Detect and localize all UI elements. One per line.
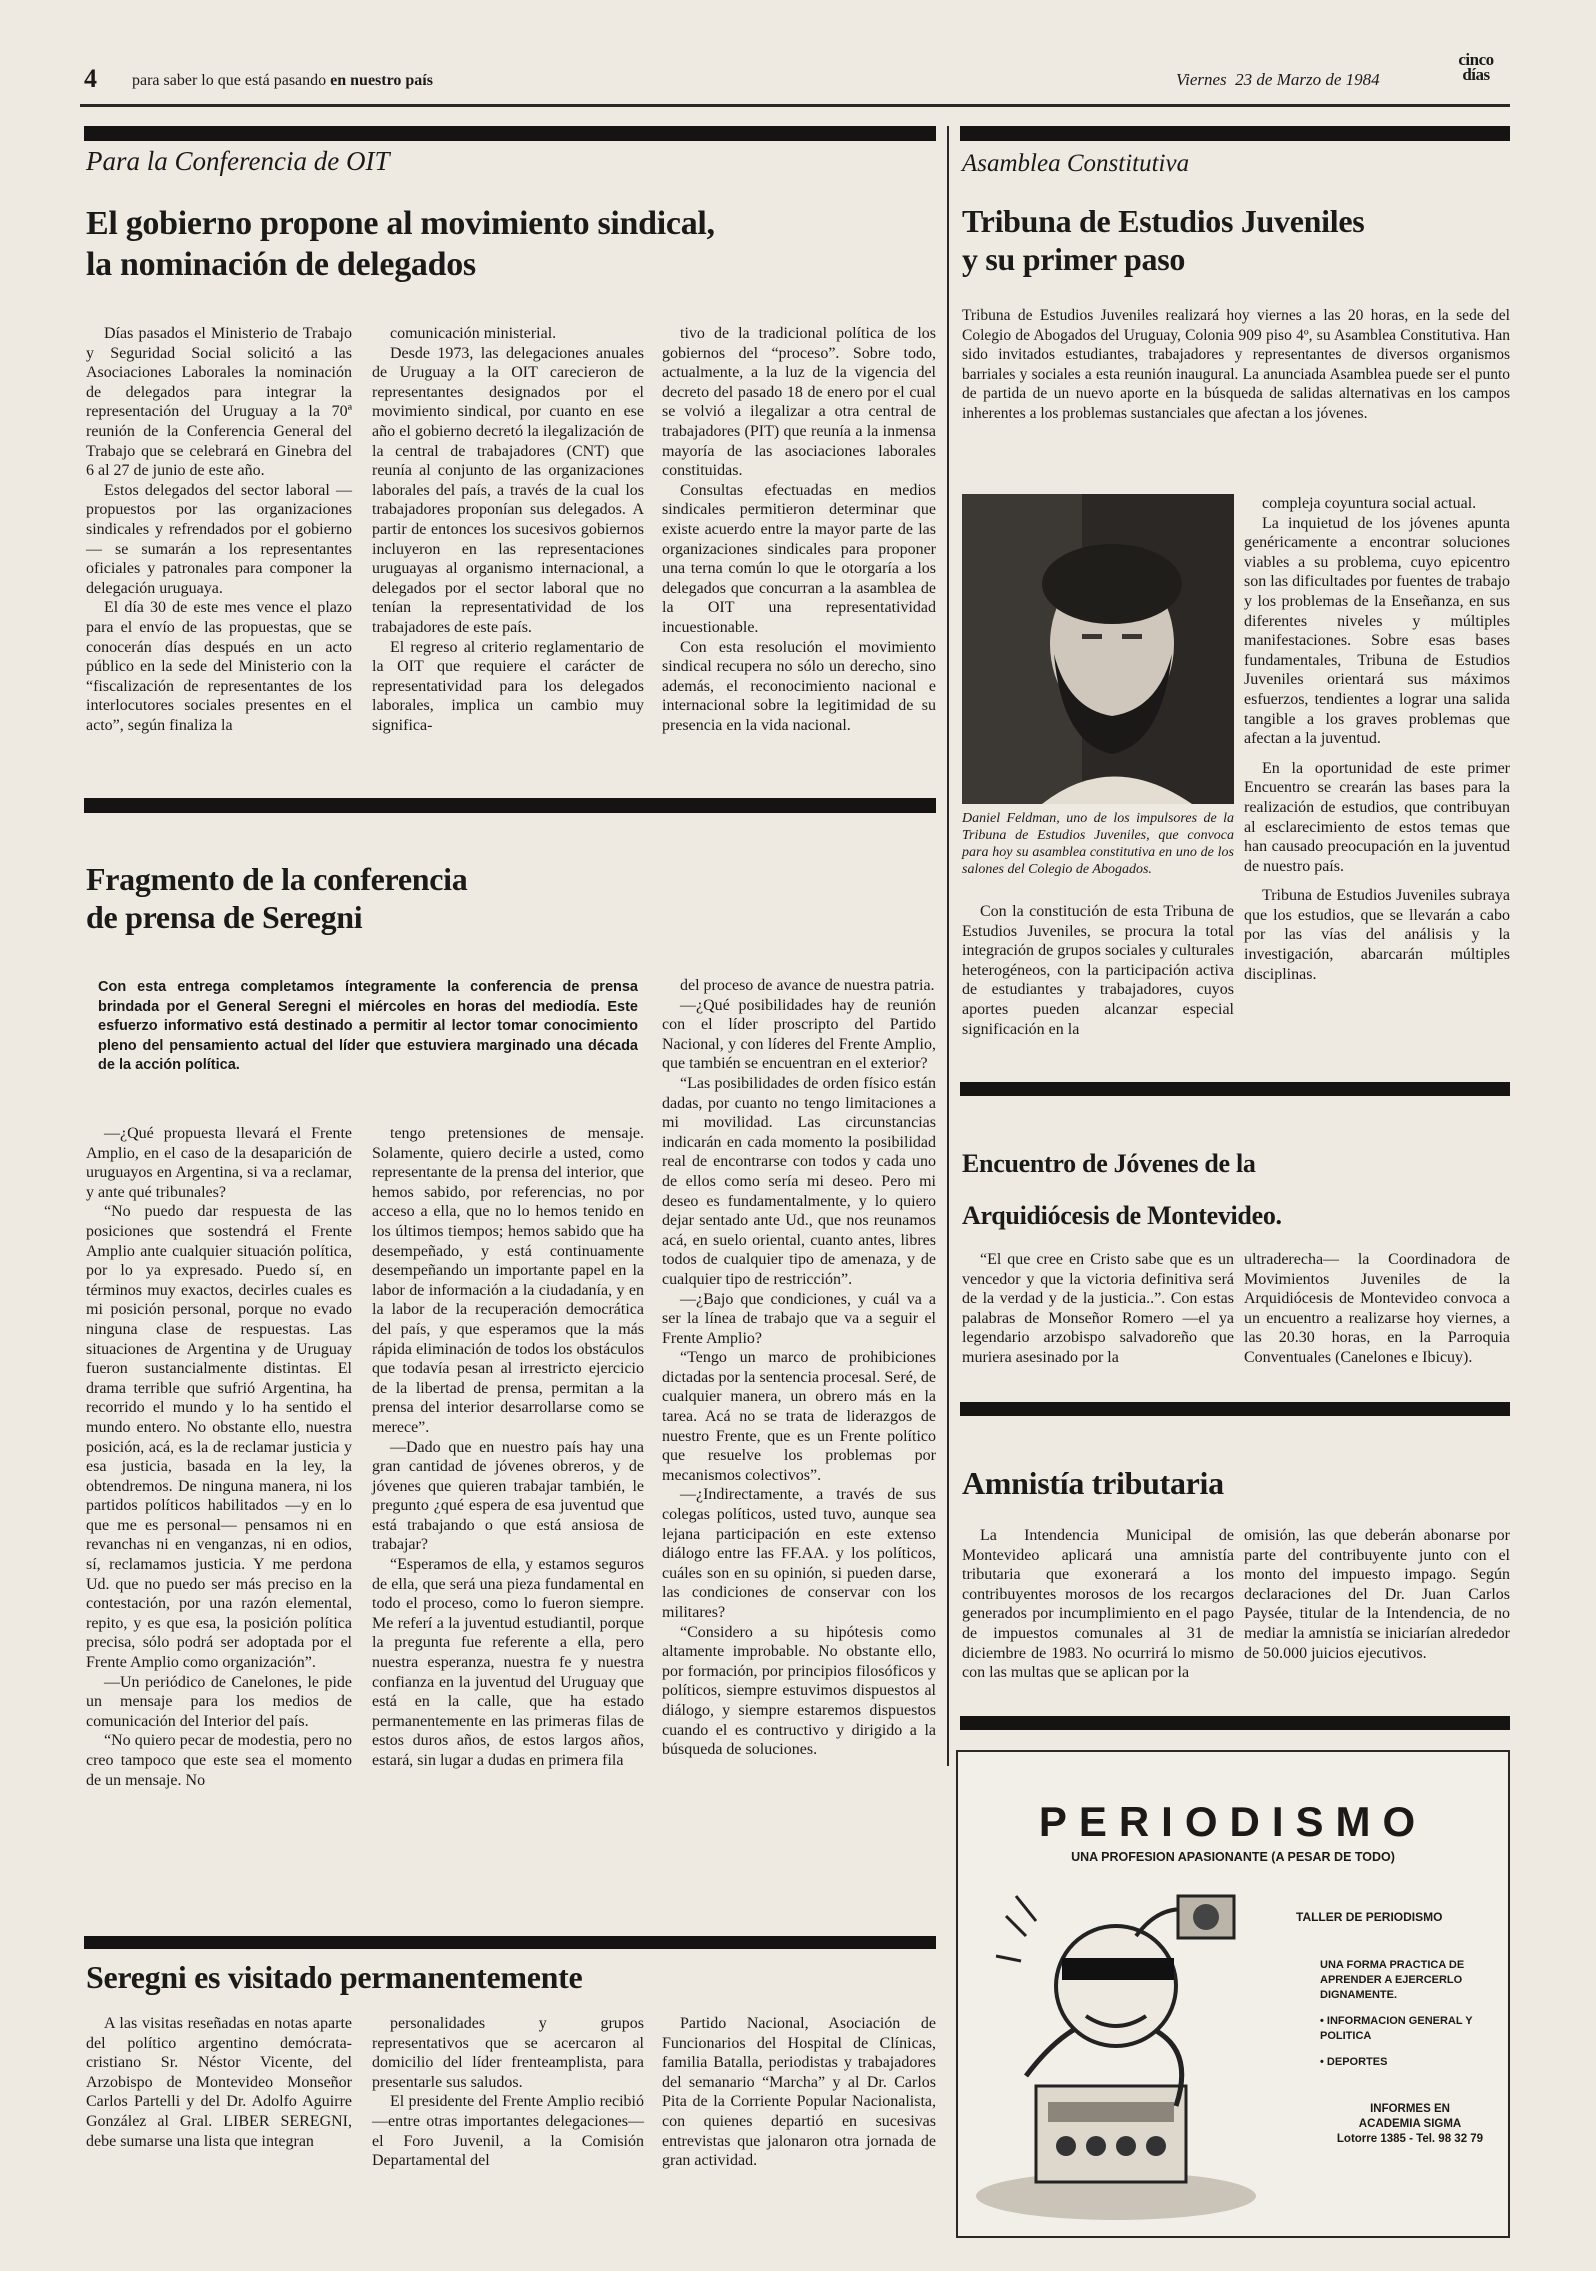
tagline-bold: en nuestro país [330, 72, 433, 89]
tribuna-kicker: Asamblea Constitutiva [962, 150, 1190, 177]
encuentro-headline-line-1: Encuentro de Jóvenes de la [962, 1149, 1256, 1178]
oit-column-2 [372, 324, 644, 735]
encuentro-column-1 [962, 1250, 1234, 1368]
oit-c1-p1: Días pasados el Ministerio de Trabajo y Seguridad Social solicitó a las Asociaciones Laborales la nominación de delegados para integrar la representación del Uruguay a la 70ª reunión de la Conferencia General del Trabajo que se celebrará en Ginebra del 6 al 27 de junio de este año. [86, 325, 352, 480]
masthead-rule [80, 104, 1510, 107]
ad-contact-1: INFORMES EN [1370, 2103, 1450, 2115]
ad-title: PERIODISMO [1038, 1798, 1428, 1845]
amnistia-column-2 [1244, 1526, 1510, 1663]
oit-column-3 [662, 324, 936, 735]
ad-bullet-2-text: DEPORTES [1326, 2056, 1388, 2068]
encuentro-c1-p1: “El que cree en Cristo sabe que es un vencedor y que la victoria definitiva será de la verdad y de la justicia..”. Con estas palabras de Monseñor Romero —el ya legendario arzobispo salvadoreño que muriera asesinado por la [962, 1251, 1234, 1366]
encuentro-bottom-bar [960, 1402, 1510, 1416]
portrait-photo-icon [962, 494, 1234, 804]
visitado-c2-p2: El presidente del Frente Amplio recibió —entre otras importantes delegaciones— el Foro Juvenil, a la Comisión Departamental del [372, 2093, 644, 2170]
seregni-c3-p7: “Considero a su hipótesis como altamente improbable. No obstante ello, por formación, por principios filosóficos y políticos, siempre estuvimos dispuestos al diálogo, y siempre estaremos dispuestos cuando el es contructivo y dirigido a la búsqueda de soluciones. [662, 1623, 936, 1759]
tribuna-right-p2: La inquietud de los jóvenes apunta genéricamente a encontrar soluciones viables a su problema, cuyo epicentro son las dificultades por fuentes de trabajo y los problemas de la Enseñanza, en sus diferentes niveles y múltiples manifestaciones. Sobre esas bases fundamentales, Tribuna de Estudios Juveniles orientará sus máximos esfuerzos, tendientes a lograr una salida tangible a los graves problemas que afectan a la juventud. [1244, 514, 1510, 748]
seregni-c2-p1: tengo pretensiones de mensaje. Solamente, quiero decirle a usted, como representante de la prensa del interior, que hemos sabido, por referencias, no por acceso a ella, que no lo hemos tenido en los últimos tiempos; hemos sabido que ha desempeñado, y está continuamente desempeñando un importante papel en la labor de información a la ciudadanía, y en la labor de la recuperación democrática del país, y que esperamos que la más rápida eliminación de todos los obstáculos que todavía pesan al irrestricto ejercicio de la libertad de prensa, permitan a la prensa del interior desarrollarse como se merece”. [372, 1125, 644, 1436]
seregni-c2-p3: “Esperamos de ella, y estamos seguros de ella, que será una pieza fundamental en todo el proceso, como lo fueron siempre. Me referí a la juventud estudiantil, porque la pregunta fue referente a ella, pero nuestra esperanza, nuestra fe y nuestra confianza en la juventud del Uruguay que está en la calle, que ha estado permanentemente en las primeras filas de estos duros años, de estos largos años, estará, sin lugar a dudas en primera fila [372, 1556, 644, 1769]
tribuna-headline-line-2: y su primer paso [962, 241, 1186, 278]
seregni-column-1 [86, 1124, 352, 1790]
visitado-headline: Seregni es visitado permanentemente [86, 1959, 583, 1995]
ad-subtitle: UNA PROFESION APASIONANTE (A PESAR DE TODO) [1071, 1850, 1395, 1864]
oit-headline-line-2: la nominación de delegados [86, 245, 476, 283]
periodismo-ad [956, 1750, 1510, 2238]
visitado-column-3 [662, 2014, 936, 2171]
seregni-c3-p2: —¿Qué posibilidades hay de reunión con el líder proscripto del Partido Nacional, y con líderes del Frente Amplio, que también se encuentran en el exterior? [662, 996, 936, 1073]
encuentro-headline-line-2: Arquidiócesis de Montevideo. [962, 1201, 1282, 1230]
visitado-c1-p1: A las visitas reseñadas en notas aparte del político argentino demócrata-cristiano Sr. Néstor Vicente, del Arzobispo de Montevideo Monseñor Carlos Partelli y del Dr. Adolfo Aguirre González al Gral. LIBER SEREGNI, debe sumarse una lista que integran [86, 2015, 352, 2150]
oit-c2-p1: comunicación ministerial. [390, 325, 557, 342]
seregni-c1-p3: —Un periódico de Canelones, le pide un mensaje para los medios de comunicación del Interior del país. [86, 1673, 352, 1730]
oit-headline-line-1: El gobierno propone al movimiento sindical, [86, 205, 715, 242]
seregni-c3-p4: —¿Bajo que condiciones, y cuál va a ser la línea de trabajo que va a seguir el Frente Amplio? [662, 1290, 936, 1347]
seregni-c2-p2: —Dado que en nuestro país hay una gran cantidad de jóvenes obreros, y de jóvenes que quieren trabajar también, le pregunto ¿qué espera de esa juventud que está trabajando o que está ansiosa de trabajar? [372, 1438, 644, 1554]
oit-c2-p2: Desde 1973, las delegaciones anuales de Uruguay a la OIT carecieron de representantes designados por el movimiento sindical, por cuanto en ese año el gobierno decretó la ilegalización de la central de trabajadores (CNT) que reunía al conjunto de las organizaciones laborales del país, a través de la cual los trabajadores proponían sus delegados. A partir de entonces los sucesivos gobiernos incluyeron en las representaciones uruguayas al organismo internacional, a delegados por el sector laboral que no tenían la representatividad de los trabajadores de este país. [372, 344, 644, 636]
amnistia-c1-p1: La Intendencia Municipal de Montevideo aplicará una amnistía tributaria que exonerará a los contribuyentes morosos de los recargos generados por incumplimiento en el pago de impuestos comunales al 31 de diciembre de 1983. No ocurrirá lo mismo con las multas que se aplican por la [962, 1527, 1234, 1682]
amnistia-headline: Amnistía tributaria [962, 1465, 1224, 1501]
ad-bullet-1 [1320, 2014, 1480, 2044]
seregni-c3-p6: —¿Indirectamente, a través de sus colegas políticos, usted tuvo, aunque sea lejana participación en este extenso diálogo entre las FF.AA. y los políticos, cuáles son en su opinión, si pueden darse, las condiciones de conservar con los militares? [662, 1486, 936, 1621]
seregni-headline [86, 860, 467, 937]
visitado-column-2 [372, 2014, 644, 2171]
amnistia-c2-p1: omisión, las que deberán abonarse por parte del contribuyente junto con el monto del impuesto impago. Según declaraciones del Dr. Juan Carlos Paysée, titular de la Intendencia, de no mediar la amnistía se iniciarían alrededor de 50.000 juicios ejecutivos. [1244, 1527, 1510, 1662]
seregni-c3-p5: “Tengo un marco de prohibiciones dictadas por la sentencia procesal. Seré, de cualquier manera, un obrero más en la tarea. Acá no se trata de liderazgos de nuestro Frente, que es un Frente político que resuelve los problemas por mecanismos colectivos”. [662, 1349, 936, 1484]
visitado-c3-p1: Partido Nacional, Asociación de Funcionarios del Hospital de Clínicas, familia Batalla, periodistas y trabajadores del semanario “Marcha” y al Dr. Carlos Pita de la Corriente Popular Nacionalista, con quienes departió en sucesivas entrevistas que jalonaron otra jornada de gran actividad. [662, 2015, 936, 2170]
seregni-c3-p3: “Las posibilidades de orden físico están dadas, por cuanto no tengo limitaciones a mi movilidad. Las circunstancias indicarán en cada momento la posibilidad real de encontrarse con todos y cada uno de ellos como sería mi deseo. Pero mi deseo es fundamentalmente, y lo quiero dejar sentado ante Ud., que nos reunamos acá, en suelo oriental, cuanto antes, libres todos de cualquier tipo de amenaza, y de cualquier tipo de restricción”. [662, 1074, 936, 1288]
encuentro-headline [962, 1138, 1282, 1242]
visitado-column-1 [86, 2014, 352, 2151]
tribuna-bottom-bar [960, 1082, 1510, 1096]
seregni-headline-line-1: Fragmento de la conferencia [86, 861, 468, 897]
oit-c2-p3: El regreso al criterio reglamentario de la OIT que requiere el carácter de representatividad para los delegados laborales, implica un cambio muy significa- [372, 638, 644, 734]
seregni-c1-p1: —¿Qué propuesta llevará el Frente Amplio, en el caso de la desaparición de uruguayos en Argentina, si va a reclamar, y ante qué tribunales? [86, 1125, 352, 1201]
tagline-normal: para saber lo que está pasando [132, 72, 331, 89]
oit-top-bar [84, 126, 936, 141]
ad-desc: UNA FORMA PRACTICA DE APRENDER A EJERCERLO DIGNAMENTE. [1320, 1959, 1465, 2001]
tribuna-lead: Tribuna de Estudios Juveniles realizará hoy viernes a las 20 horas, en la sede del Colegio de Abogados del Uruguay, Colonia 909 piso 4º, su Asamblea Constitutiva. Han sido invitados estudiantes, trabajadores y representantes de diversos organismos barriales y sociales a esta reunión inaugural. La anunciada Asamblea puede ser el punto de partida de un nuevo aporte en la búsqueda de salidas alternativas en los campos inherentes a los problemas sustanciales que afectan a los jóvenes. [962, 307, 1510, 422]
logo-line-1: cinco [1458, 50, 1494, 69]
tribuna-right-p3: En la oportunidad de este primer Encuentro se crearán las bases para la realización de estudios, que contribuyan al esclarecimiento de estos temas que han causado preocupación en la juventud de nuestro país. [1244, 759, 1510, 875]
oit-column-1 [86, 324, 352, 735]
oit-c1-p2: Estos delegados del sector laboral —propuestos por las organizaciones sindicales y refrendados por el gobierno— se sumarán a los representantes oficiales y patronales para componer la delegación uruguaya. [86, 481, 352, 597]
seregni-column-2 [372, 1124, 644, 1771]
tribuna-top-bar [960, 126, 1510, 141]
tribuna-left-p1: Con la constitución de esta Tribuna de Estudios Juveniles, se procura la total integración de grupos sociales y culturales heterogéneos, con la participación activa de estudiantes y trabajadores, cuyos aportes pueden alcanzar especial significación en la [962, 903, 1234, 1038]
tribuna-right-p4: Tribuna de Estudios Juveniles subraya que los estudios, que se llevarán a cabo por las vías del análisis y la investigación, abarcarán múltiples disciplinas. [1244, 887, 1510, 983]
ad-bullet-1-text: INFORMACION GENERAL Y POLITICA [1320, 2015, 1473, 2042]
ad-contact-3: Lotorre 1385 - Tel. 98 32 79 [1336, 2133, 1484, 2145]
encuentro-column-2 [1244, 1250, 1510, 1368]
portrait-photo [962, 494, 1234, 804]
ad-contact-2: ACADEMIA SIGMA [1358, 2118, 1462, 2130]
cartoon-journalist-illustration-icon [966, 1876, 1266, 2226]
visitado-c2-p1: personalidades y grupos representativos que se acercaron al domicilio del líder frenteamplista, para presentarle sus saludos. [372, 2015, 644, 2091]
masthead-logo [1446, 52, 1506, 82]
seregni-column-3 [662, 976, 936, 1760]
oit-c3-p3: Con esta resolución el movimiento sindical recupera no sólo un derecho, sino además, el reconocimiento nacional e internacional sobre la legitimidad de su presencia en la vida nacional. [662, 638, 936, 734]
tribuna-column-left [962, 902, 1234, 1039]
visitado-top-bar [84, 1936, 936, 1949]
tribuna-headline [962, 202, 1364, 279]
oit-bottom-bar [84, 798, 936, 813]
seregni-c1-p4: “No quiero pecar de modestia, pero no creo tampoco que este sea el momento de un mensaje. No [86, 1732, 352, 1789]
oit-kicker: Para la Conferencia de OIT [86, 146, 390, 176]
ad-bullet-2 [1320, 2056, 1387, 2068]
tribuna-right-p1: compleja coyuntura social actual. [1262, 495, 1477, 512]
seregni-lead: Con esta entrega completamos íntegramente la conferencia de prensa brindada por el General Seregni el miércoles en horas del mediodía. Este esfuerzo informativo está destinado a permitir al lector tomar conocimiento pleno del pensamiento actual del líder que estuviera marginado una década de la acción política. [98, 979, 638, 1073]
tribuna-headline-line-1: Tribuna de Estudios Juveniles [962, 203, 1365, 239]
amnistia-column-1 [962, 1526, 1234, 1683]
seregni-c3-p1: del proceso de avance de nuestra patria. [680, 977, 935, 994]
tribuna-column-right [1244, 494, 1510, 984]
ad-taller: TALLER DE PERIODISMO [1296, 1910, 1443, 1924]
masthead-date: Viernes 23 de Marzo de 1984 [1176, 70, 1380, 89]
column-divider [947, 126, 949, 1766]
oit-headline [86, 204, 715, 286]
oit-c3-p2: Consultas efectuadas en medios sindicales permitieron determinar que existe acuerdo entre la mayor parte de las organizaciones sindicales para proponer una terna común lo que le otorgaría a los delegados que concurran a la asamblea de la OIT una representatividad incuestionable. [662, 481, 936, 636]
bullet-dot-icon: • [1320, 2015, 1327, 2027]
ad-contact [1330, 2102, 1490, 2147]
oit-c1-p3: El día 30 de este mes vence el plazo para el envío de las propuestas, que se conocerán días después en un acto público en la sede del Ministerio con la “fiscalización de representantes de los interlocutores sociales presentes en el acto”, según finaliza la [86, 599, 352, 734]
seregni-headline-line-2: de prensa de Seregni [86, 899, 363, 936]
oit-c3-p1: tivo de la tradicional política de los gobiernos del “proceso”. Sobre todo, actualmente, a la luz de la vigencia del decreto del pasado 18 de enero por el cual se volvió a ilegalizar a otra central de trabajadores (PIT) que reunía a la inmensa mayoría de las asociaciones laborales constituidas. [662, 325, 936, 480]
seregni-c1-p2: “No puedo dar respuesta de las posiciones que sostendrá el Frente Amplio ante cualquier situación política, por lo ya expresado. Puedo sí, en términos muy exactos, decirles cuales es mi posición personal, porque no evado ninguna clase de respuestas. Las situaciones de Argentina y de Uruguay fueron sustancialmente distintas. El drama terrible que sufrió Argentina, ha recorrido el mundo y lo ha sentido el mundo entero. No obstante ello, nuestra posición, acá, es la de reclamar justicia y esa justicia, basada en la ley, la obtendremos. De ninguna manera, ni los partidos políticos habilitados —y en lo que me es personal— pensamos ni en revanchas ni en venganzas, ni en odios, sí, reclamamos justicia. Y me perdona Ud. que no puedo ser más preciso en la contestación, por una razón elemental, repito, y es que esa, la posición política precisa, sólo podrá ser adoptada por el Frente Amplio como organización”. [86, 1203, 352, 1672]
encuentro-c2-p1: ultraderecha— la Coordinadora de Movimientos Juveniles de la Arquidiócesis de Montevideo convoca a un encuentro a realizarse hoy viernes, a las 20.30 horas, en la Parroquia Conventuales (Canelones e Ibicuy). [1244, 1251, 1510, 1366]
logo-line-2: días [1462, 65, 1490, 84]
photo-caption: Daniel Feldman, uno de los impulsores de la Tribuna de Estudios Juveniles, que convoca para hoy su asamblea constitutiva en uno de los salones del Colegio de Abogados. [962, 811, 1234, 877]
page-number: 4 [84, 64, 97, 93]
bullet-dot-icon: • [1320, 2056, 1327, 2068]
masthead-tagline [132, 72, 433, 90]
amnistia-bottom-bar [960, 1716, 1510, 1730]
